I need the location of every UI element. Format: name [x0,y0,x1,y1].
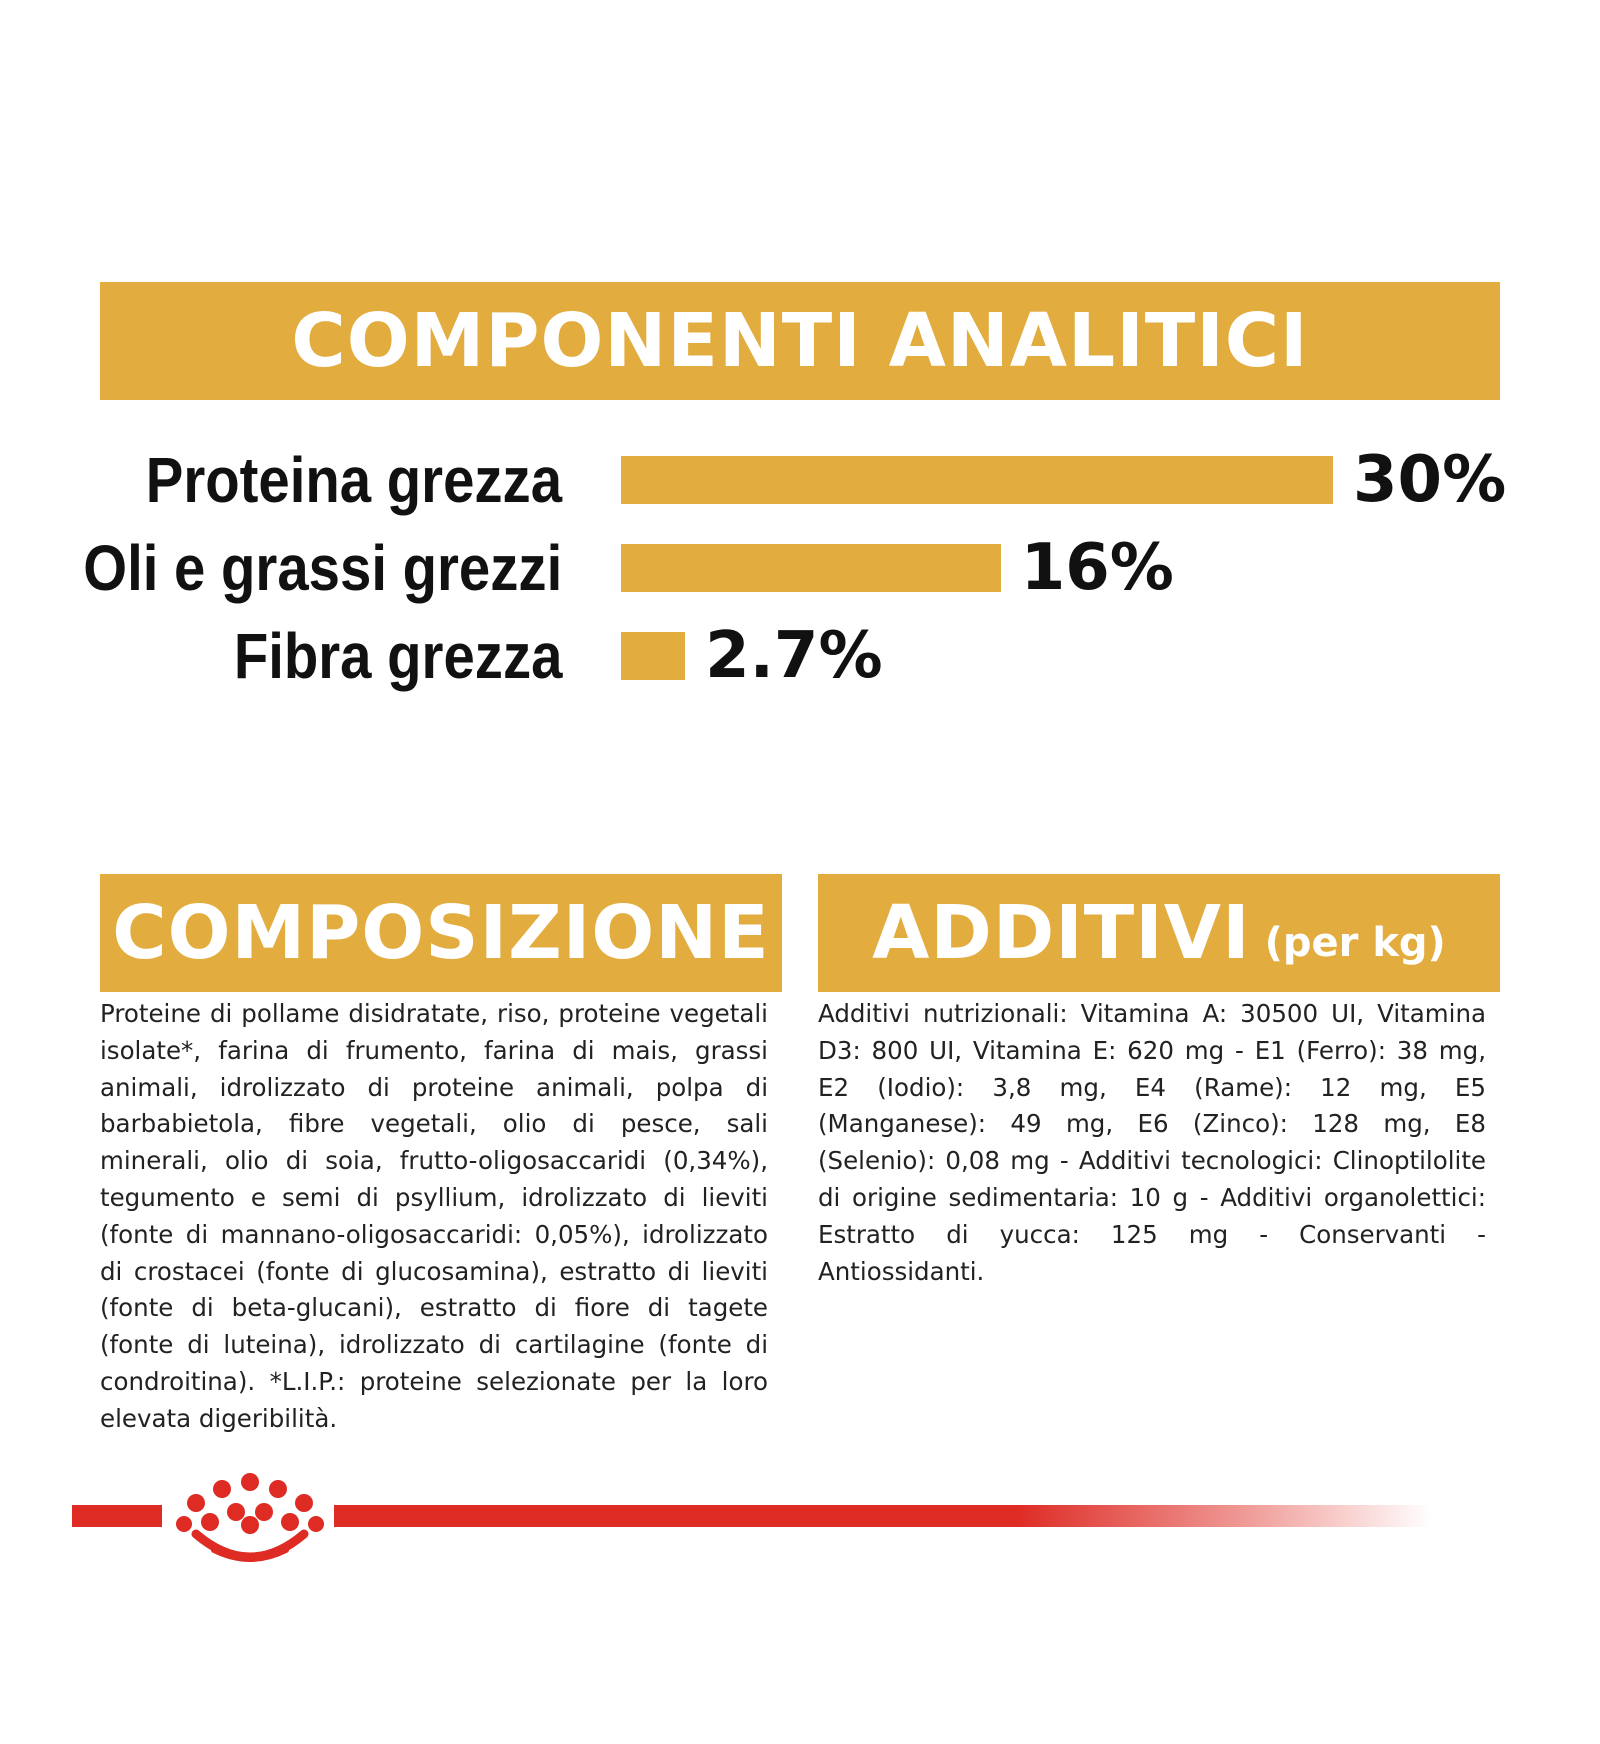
additivi-subtitle: (per kg) [1264,920,1446,966]
analytic-label: Fibra grezza [233,620,562,692]
componenti-analitici-title: COMPONENTI ANALITICI [291,298,1309,384]
analytic-value: 2.7% [705,619,883,693]
crown-icon [170,1472,330,1564]
analytic-label: Oli e grassi grezzi [83,532,562,604]
analytic-bar [621,544,1001,592]
additivi-title: ADDITIVI [872,890,1251,976]
brand-line-left [72,1505,162,1527]
analytic-value: 30% [1353,443,1507,517]
analytic-bar [621,632,685,680]
additivi-text: Additivi nutrizionali: Vitamina A: 30500 UI, Vitamina D3: 800 UI, Vitamina E: 620 mg - E1 (Ferro): 38 mg, E2 (Iodio): 3,8 mg, E4 (Rame): 12 mg, E5 (Manganese): 49 mg, E6 (Zinco): 128 mg, E8 (Selenio): 0,08 mg - Additivi tecnologici: Clinoptilolite di origine sedimentaria: 10 g - Additivi organolettici: Estratto di yucca: 125 mg - Conservanti - Antiossidanti. [818,999,1486,1286]
composizione-banner [100,874,782,992]
analytic-row-proteina [0,435,1600,525]
analytic-value: 16% [1020,531,1174,605]
additivi-banner [818,874,1500,992]
analytic-row-oli-grassi [0,523,1600,613]
analytic-row-fibra [0,611,1600,701]
brand-line-right [334,1505,1432,1527]
composizione-title: COMPOSIZIONE [112,890,770,976]
analytic-label: Proteina grezza [145,444,562,516]
analytic-bar [621,456,1333,504]
componenti-analitici-banner [100,282,1500,400]
composizione-text: Proteine di pollame disidratate, riso, proteine vegetali isolate*, farina di frumento, farina di mais, grassi animali, idrolizzato di proteine animali, polpa di barbabietola, fibre vegetali, olio di pesce, sali minerali, olio di soia, frutto-oligosaccaridi (0,34%), tegumento e semi di psyllium, idrolizzato di lieviti (fonte di mannano-oligosaccaridi: 0,05%), idrolizzato di crostacei (fonte di glucosamina), estratto di lieviti (fonte di beta-glucani), estratto di fiore di tagete (fonte di luteina), idrolizzato di cartilagine (fonte di condroitina). *L.I.P.: proteine selezionate per la loro elevata digeribilità. [100,999,768,1433]
